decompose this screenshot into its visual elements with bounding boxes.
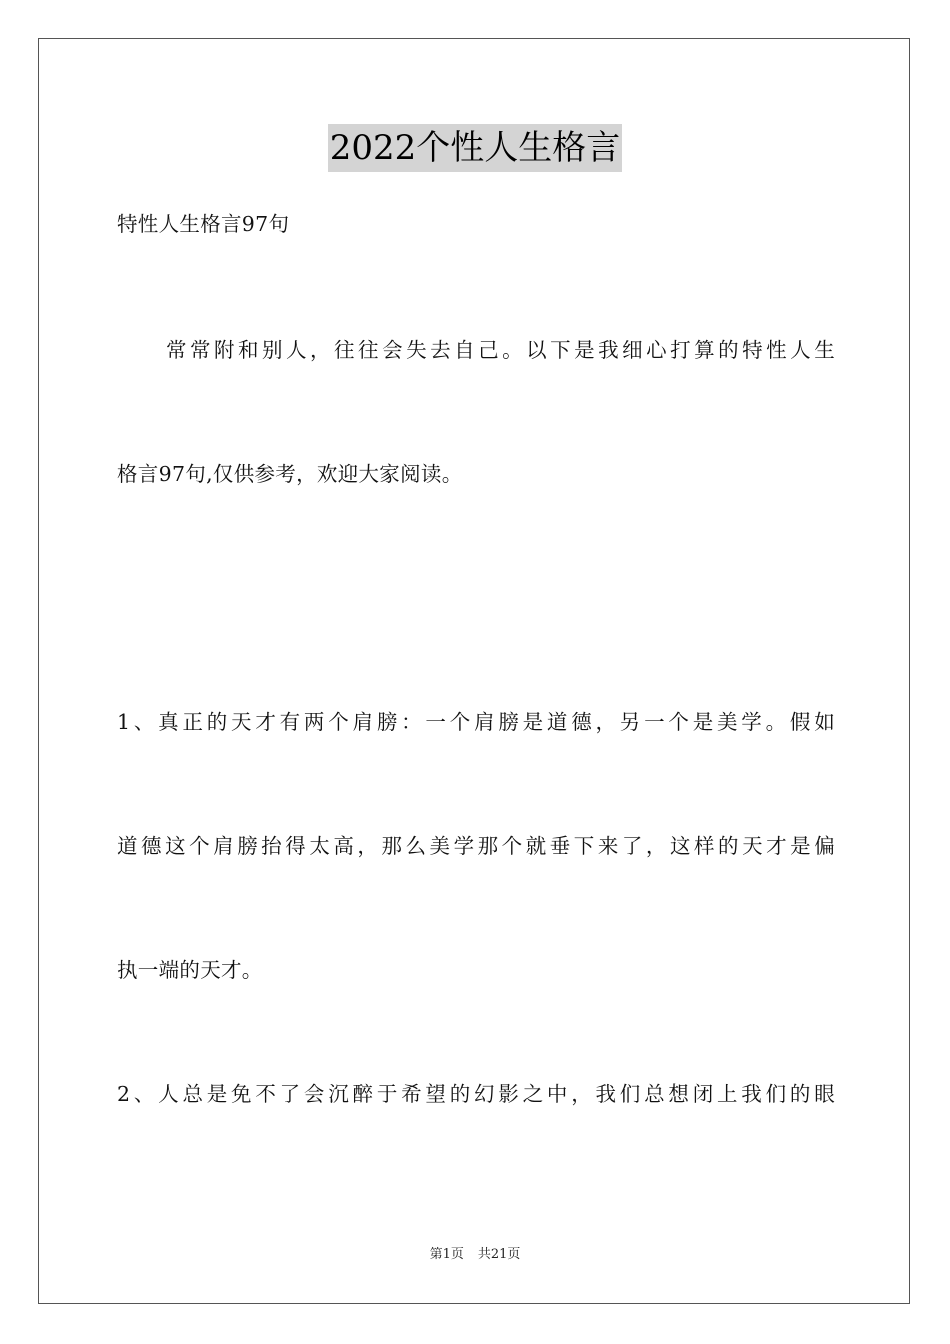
document-title-text: 2022个性人生格言 xyxy=(328,124,623,172)
item-line-2: 道德这个肩膀抬得太高，那么美学那个就垂下来了，这样的天才是偏 xyxy=(117,834,835,858)
page-number: 第1页 xyxy=(429,1247,464,1262)
document-subtitle: 特性人生格言97句 xyxy=(117,212,290,236)
item-line-3: 执一端的天才。 xyxy=(117,958,263,982)
intro-line-2: 格言97句,仅供参考，欢迎大家阅读。 xyxy=(117,462,463,486)
page-total: 共21页 xyxy=(477,1247,521,1262)
page-footer xyxy=(0,1246,950,1264)
item-line-1: 1、真正的天才有两个肩膀：一个肩膀是道德，另一个是美学。假如 xyxy=(117,710,835,734)
intro-line-1: 常常附和别人，往往会失去自己。以下是我细心打算的特性人生 xyxy=(166,338,835,362)
document-title xyxy=(0,124,950,172)
item-line-4: 2、人总是免不了会沉醉于希望的幻影之中，我们总想闭上我们的眼 xyxy=(117,1082,835,1106)
